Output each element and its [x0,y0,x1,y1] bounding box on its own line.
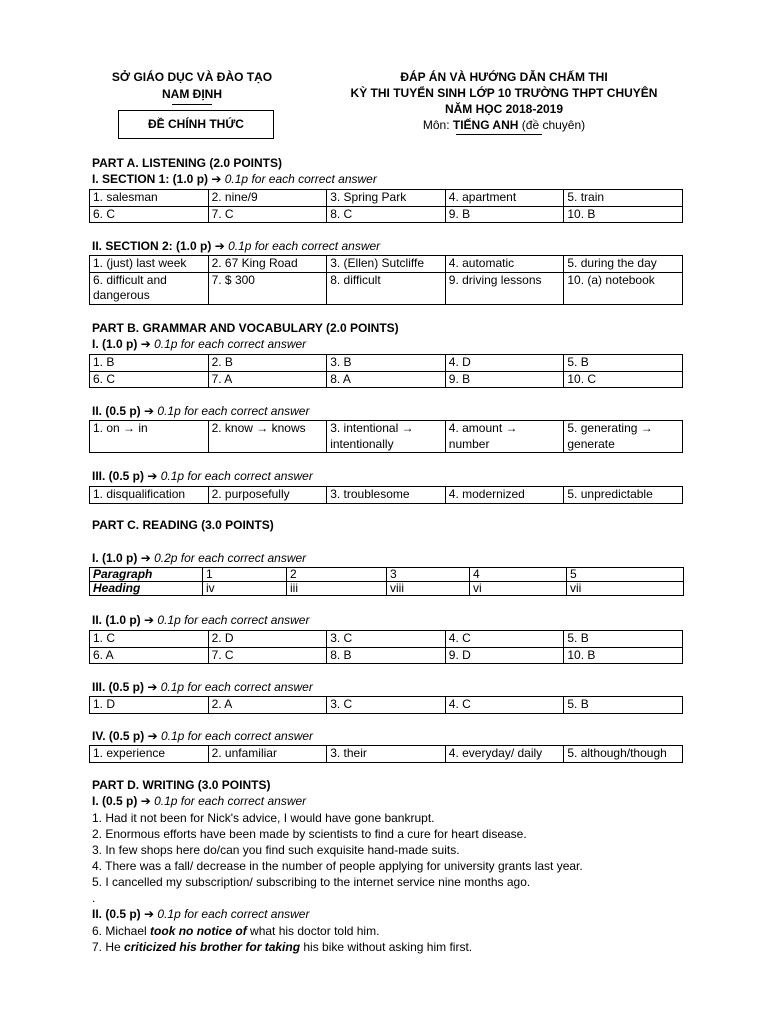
part-b-sec2-table [89,420,683,453]
answer-cell: 3. C [327,697,446,714]
part-c-title: PART C. READING (3.0 POINTS) [92,518,274,532]
table-row [90,487,683,504]
answer-cell: 3 [387,568,470,582]
arrow-icon: ➔ [140,337,155,351]
answer-cell: Heading [90,582,203,596]
part-c-sec1-table [89,567,684,596]
answer-cell: 5 [567,568,684,582]
answer-text: 6. Michael [92,924,151,938]
answer-key-phrase: criticized his brother for taking [124,940,301,954]
answer-cell: 1 [203,568,287,582]
answer-text: his bike without asking him first. [300,940,473,954]
answer-cell: 9. D [445,647,564,664]
answer-cell: 2. B [208,355,327,372]
department-name: SỞ GIÁO DỤC VÀ ĐÀO TẠO [111,70,273,84]
arrow-icon: ➔ [140,794,155,808]
answer-cell: 3. intentional → intentionally [327,421,446,453]
answer-cell: 5. unpredictable [564,487,683,504]
section-label: I. (1.0 p) [92,551,141,565]
arrow-icon: ➔ [211,172,225,186]
answer-cell: 2. nine/9 [208,190,327,207]
answer-cell: 1. B [90,355,209,372]
answer-cell: 1. experience [90,746,209,763]
exam-name: KỲ THI TUYỂN SINH LỚP 10 TRƯỜNG THPT CHUYÊN [350,86,658,100]
section-note: 0.1p for each correct answer [160,680,313,694]
table-row [90,190,683,207]
table-row [90,355,683,372]
table-row [90,631,683,648]
part-a-sec2-heading [92,239,380,253]
part-c-sec1-heading [92,551,306,565]
part-b-sec2-heading [92,404,309,418]
part-d-sec1-heading [92,794,306,808]
answer-cell: 7. C [208,647,327,664]
answer-cell: 3. B [327,355,446,372]
answer-text: what his doctor told him. [246,924,380,938]
writing-answer-6 [92,923,379,939]
answer-cell: 2. 67 King Road [208,256,327,273]
writing-answer-3: 3. In few shops here do/can you find such exquisite hand-made suits. [92,843,460,857]
answer-cell: 4. modernized [445,487,564,504]
answer-cell: 6. C [90,371,209,388]
part-b-sec1-heading [92,337,306,351]
part-c-sec2-table [89,630,683,664]
arrow-icon: ➔ [214,239,229,253]
arrow-icon: ➔ [147,680,161,694]
answer-cell: 7. A [208,371,327,388]
answer-cell: 5. B [564,631,683,648]
province-name: NAM ĐỊNH [162,87,222,101]
section-note: 0.1p for each correct answer [154,794,307,808]
section-label: III. (0.5 p) [92,469,148,483]
section-note: 0.2p for each correct answer [154,551,307,565]
answer-cell: 8. A [327,371,446,388]
section-note: 0.1p for each correct answer [160,469,313,483]
answer-cell: 5. train [564,190,683,207]
answer-cell: 2. D [208,631,327,648]
writing-answer-7 [92,939,472,955]
answer-cell: 4. automatic [445,256,564,273]
answer-cell: 1. on → in [90,421,209,453]
subject-underline [456,134,542,135]
part-a-sec1-heading [92,172,377,186]
stray-dot: . [92,891,96,905]
section-note: 0.1p for each correct answer [154,337,307,351]
answer-cell: 3. troublesome [327,487,446,504]
section-note: 0.1p for each correct answer [224,172,377,186]
answer-text: 7. He [92,940,125,954]
part-a-title: PART A. LISTENING (2.0 POINTS) [92,156,283,170]
answer-cell: 6. difficult and dangerous [90,272,209,304]
arrow-icon: ➔ [144,907,158,921]
answer-cell: 10. B [564,647,683,664]
answer-cell: 7. C [208,206,327,223]
answer-cell: 5. although/though [564,746,683,763]
part-d-title: PART D. WRITING (3.0 POINTS) [92,778,271,792]
table-row [90,421,683,453]
answer-cell: 1. disqualification [90,487,209,504]
answer-cell: 3. Spring Park [327,190,446,207]
answer-cell: 3. C [327,631,446,648]
answer-cell: 6. A [90,647,209,664]
answer-cell: viii [387,582,470,596]
part-c-sec4-heading [92,729,313,743]
section-note: 0.1p for each correct answer [160,729,314,743]
part-d-sec2-heading [92,907,309,921]
writing-answer-4: 4. There was a fall/ decrease in the number of people applying for university grants last year. [92,859,583,873]
section-label: II. (0.5 p) [92,907,145,921]
answer-cell: 3. their [327,746,446,763]
answer-cell: 4 [470,568,567,582]
subject-line [328,117,680,133]
header-right [328,69,680,135]
table-row [90,746,683,763]
table-row [90,371,683,388]
answer-cell: 6. C [90,206,209,223]
answer-cell: 4. C [445,631,564,648]
answer-cell: 4. everyday/ daily [445,746,564,763]
answer-cell: 5. during the day [564,256,683,273]
subject-suffix: (đề chuyên) [518,118,586,132]
answer-cell: 5. B [564,355,683,372]
answer-cell: 2. purposefully [208,487,327,504]
section-label: IV. (0.5 p) [92,729,148,743]
answer-cell: 4. amount → number [445,421,564,453]
answer-cell: 9. driving lessons [445,272,564,304]
answer-cell: 10. (a) notebook [564,272,683,304]
arrow-icon: ➔ [144,404,158,418]
section-label: I. SECTION 1: (1.0 p) [92,172,212,186]
section-note: 0.1p for each correct answer [157,404,310,418]
section-label: II. (1.0 p) [92,613,145,627]
official-exam-box: ĐỀ CHÍNH THỨC [118,110,274,139]
part-b-title: PART B. GRAMMAR AND VOCABULARY (2.0 POINTS) [92,321,399,335]
answer-cell: 5. B [564,697,683,714]
answer-cell: 8. difficult [327,272,446,304]
part-b-sec3-table [89,486,683,504]
part-b-sec3-heading [92,469,313,483]
section-label: III. (0.5 p) [92,680,148,694]
answer-cell: 9. B [445,371,564,388]
answer-cell: vii [567,582,684,596]
part-a-sec2-table [89,255,683,305]
section-note: 0.1p for each correct answer [228,239,381,253]
subject-prefix: Môn: [422,118,453,132]
answer-cell: 2. know → knows [208,421,327,453]
arrow-icon: ➔ [144,613,158,627]
header-left [93,69,291,105]
table-row [90,697,683,714]
part-c-sec3-table [89,696,683,714]
answer-cell: 2 [287,568,387,582]
arrow-icon: ➔ [147,729,161,743]
part-b-sec1-table [89,354,683,388]
section-label: I. (1.0 p) [92,337,141,351]
answer-cell: 1. (just) last week [90,256,209,273]
answer-cell: vi [470,582,567,596]
doc-title: ĐÁP ÁN VÀ HƯỚNG DẪN CHẤM THI [400,70,608,84]
writing-answer-1: 1. Had it not been for Nick's advice, I would have gone bankrupt. [92,811,435,825]
answer-cell: iv [203,582,287,596]
answer-cell: 4. D [445,355,564,372]
answer-cell: 4. apartment [445,190,564,207]
answer-cell: 2. A [208,697,327,714]
section-label: II. (0.5 p) [92,404,145,418]
table-row [90,272,683,304]
table-row [90,582,684,596]
answer-cell: 7. $ 300 [208,272,327,304]
header-underline [172,104,212,105]
writing-answer-2: 2. Enormous efforts have been made by scientists to find a cure for heart disease. [92,827,527,841]
arrow-icon: ➔ [140,551,155,565]
answer-cell: 2. unfamiliar [208,746,327,763]
answer-cell: 1. C [90,631,209,648]
section-label: I. (0.5 p) [92,794,141,808]
answer-cell: 1. D [90,697,209,714]
table-row [90,206,683,223]
answer-cell: iii [287,582,387,596]
school-year: NĂM HỌC 2018-2019 [444,102,564,116]
section-note: 0.1p for each correct answer [157,613,310,627]
writing-answer-5: 5. I cancelled my subscription/ subscribing to the internet service nine months ago. [92,875,531,889]
part-c-sec2-heading [92,613,309,627]
arrow-icon: ➔ [147,469,161,483]
answer-cell: 8. C [327,206,446,223]
answer-cell: 9. B [445,206,564,223]
answer-cell: 8. B [327,647,446,664]
table-row [90,647,683,664]
section-label: II. SECTION 2: (1.0 p) [92,239,215,253]
answer-cell: Paragraph [90,568,203,582]
section-note: 0.1p for each correct answer [157,907,310,921]
part-c-sec3-heading [92,680,313,694]
answer-key-phrase: took no notice of [150,924,247,938]
answer-cell: 10. B [564,206,683,223]
answer-cell: 5. generating → generate [564,421,683,453]
table-row [90,568,684,582]
part-a-sec1-table [89,189,683,223]
part-c-sec4-table [89,745,683,763]
answer-cell: 4. C [445,697,564,714]
subject-name: TIẾNG ANH [452,118,519,132]
table-row [90,256,683,273]
answer-cell: 3. (Ellen) Sutcliffe [327,256,446,273]
answer-cell: 1. salesman [90,190,209,207]
answer-cell: 10. C [564,371,683,388]
